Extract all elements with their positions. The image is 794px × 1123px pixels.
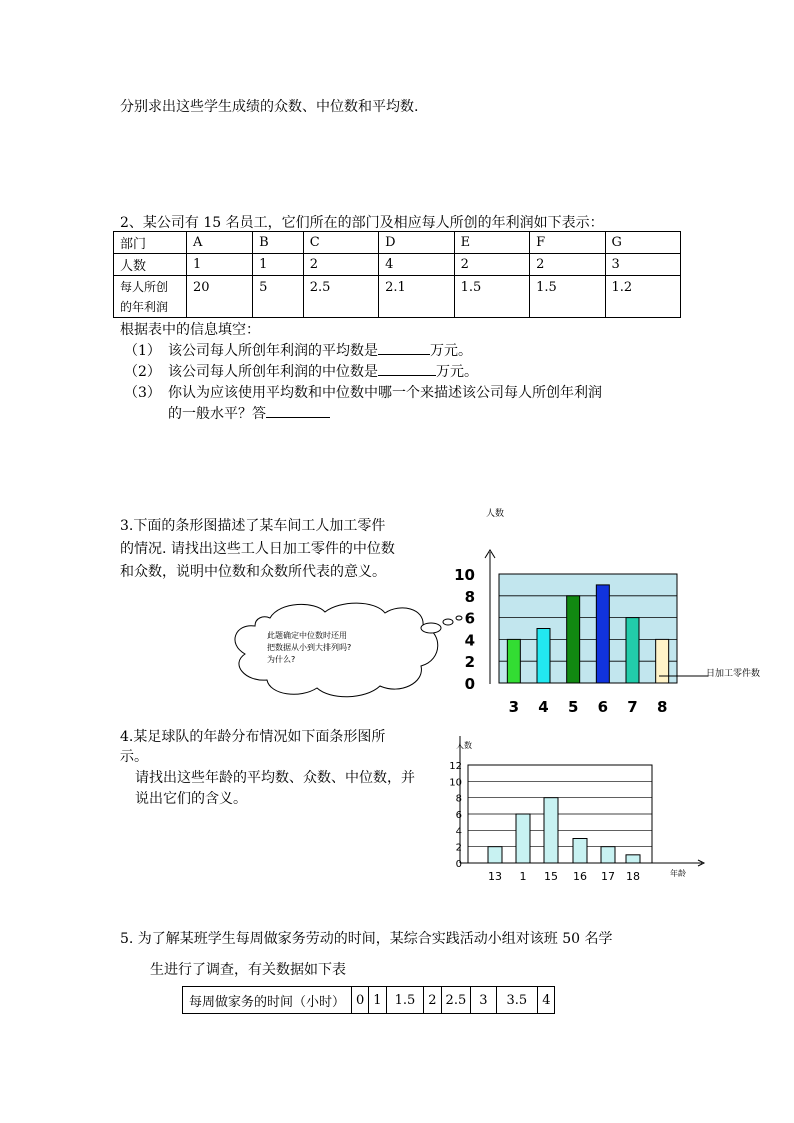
table-cell: 4 [379, 254, 454, 276]
y-tick-label: 6 [464, 609, 475, 628]
bar [488, 847, 502, 863]
table-cell: 2.1 [379, 276, 454, 318]
q2-item1 [168, 340, 472, 360]
table-cell: 2 [303, 254, 378, 276]
y-tick-label: 0 [464, 675, 475, 693]
table-row [114, 232, 681, 254]
x-tick-label: 6 [597, 698, 609, 716]
table-cell: E [454, 232, 529, 254]
y-tick-label: 12 [449, 761, 462, 772]
q2-item2-text: 该公司每人所创年利润的中位数是 [168, 364, 378, 380]
x-tick-label: 15 [544, 870, 558, 883]
y-tick-label: 2 [455, 842, 462, 854]
q2-item3-answer-label: 的一般水平？答 [168, 406, 266, 422]
table-cell: C [303, 232, 378, 254]
table-row [114, 254, 681, 276]
q2-table [113, 231, 681, 318]
table-cell: F [530, 232, 605, 254]
table-cell: 2 [424, 987, 441, 1014]
bar [537, 629, 550, 684]
y-axis-label: 人数 [456, 741, 472, 750]
q2-item2-num: （2） [124, 364, 161, 380]
table-cell: 3 [471, 987, 496, 1014]
table-cell: 3 [605, 254, 680, 276]
bar [544, 798, 558, 863]
table-cell: 1.5 [530, 276, 605, 318]
bar [516, 814, 530, 863]
answer-blank[interactable] [266, 403, 330, 418]
row-header-line1: 每人所创 [120, 279, 169, 294]
y-tick-label: 4 [455, 826, 462, 838]
bar [507, 639, 520, 683]
y-tick-label: 6 [455, 810, 462, 821]
bar [601, 847, 615, 863]
table-cell: 人数 [114, 254, 187, 276]
q2-item1-unit: 万元。 [430, 343, 472, 359]
q3-line3: 和众数，说明中位数和众数所代表的意义。 [120, 564, 386, 580]
age-bar-chart [430, 728, 730, 888]
table-cell: G [605, 232, 680, 254]
answer-blank[interactable] [378, 361, 436, 376]
table-cell [114, 276, 187, 318]
y-tick-label: 8 [455, 793, 462, 805]
cloud-text-line2: 把数据从小到大排列吗? [267, 643, 352, 652]
q4-line2: 示。 [120, 749, 148, 765]
bar [573, 839, 587, 864]
bar [567, 596, 580, 683]
q4-line3: 请找出这些年龄的平均数、众数、中位数，并 [135, 770, 415, 786]
x-tick-label: 18 [626, 870, 640, 883]
table-cell: 1.5 [386, 987, 424, 1014]
q2-fill-prompt: 根据表中的信息填空： [120, 322, 260, 338]
q3-line1: 3.下面的条形图描述了某车间工人加工零件 [120, 518, 386, 534]
y-axis-label: 人数 [486, 509, 505, 519]
q2-item1-text: 该公司每人所创年利润的平均数是 [168, 343, 378, 359]
x-tick-label: 8 [656, 698, 668, 716]
q5-table [182, 986, 555, 1014]
bar [626, 618, 639, 683]
x-tick-label: 4 [538, 698, 549, 716]
q2-item3-line2 [168, 403, 330, 423]
cloud-text-line1: 此题确定中位数时还用 [267, 631, 347, 640]
q2-item2 [168, 361, 478, 381]
q2-item3-text: 你认为应该使用平均数和中位数中哪一个来描述该公司每人所创年利润 [168, 385, 602, 401]
table-cell: B [253, 232, 304, 254]
x-tick-label: 3 [508, 698, 520, 716]
q1-text: 分别求出这些学生成绩的众数、中位数和平均数. [120, 99, 419, 115]
x-tick-label: 7 [627, 698, 638, 716]
y-tick-label: 0 [455, 859, 462, 870]
q4-line4: 说出它们的含义。 [135, 791, 247, 807]
y-tick-label: 10 [449, 777, 462, 789]
q2-item1-num: （1） [124, 343, 161, 359]
table-cell: 2.5 [441, 987, 471, 1014]
x-axis-label: 年龄 [670, 869, 686, 878]
table-cell: 部门 [114, 232, 187, 254]
cloud-text-line3: 为什么? [267, 655, 296, 664]
table-cell: 1.2 [605, 276, 680, 318]
table-cell: 3.5 [496, 987, 538, 1014]
x-tick-label: 13 [488, 870, 502, 883]
table-cell: 5 [253, 276, 304, 318]
x-tick-label: 16 [573, 870, 587, 883]
x-axis-label: 日加工零件数 [706, 669, 761, 679]
table-cell: 1 [187, 254, 253, 276]
x-tick-label: 1 [519, 870, 527, 883]
parts-bar-chart [440, 500, 765, 725]
table-cell: 4 [538, 987, 555, 1014]
table-cell: 1.5 [454, 276, 529, 318]
answer-blank[interactable] [378, 340, 430, 355]
table-cell: 0 [352, 987, 369, 1014]
table-cell: 2.5 [303, 276, 378, 318]
cloud-bubble [421, 623, 441, 633]
q2-item3-num: （3） [124, 385, 161, 401]
table-cell: 每周做家务的时间（小时） [183, 987, 352, 1014]
plot-area [499, 574, 677, 683]
table-cell: 20 [187, 276, 253, 318]
y-tick-label: 10 [454, 566, 475, 584]
q2-intro: 2、某公司有 15 名员工，它们所在的部门及相应每人所创的年利润如下表示： [120, 215, 604, 231]
table-cell: 1 [253, 254, 304, 276]
table-cell: 2 [454, 254, 529, 276]
bar [626, 855, 640, 863]
y-tick-label: 2 [464, 653, 475, 672]
q4-line1: 4.某足球队的年龄分布情况如下面条形图所 [120, 729, 386, 745]
table-row [183, 987, 555, 1014]
table-cell: A [187, 232, 253, 254]
table-cell: D [379, 232, 454, 254]
table-row [114, 276, 681, 318]
x-tick-label: 17 [601, 870, 615, 883]
bar [596, 585, 609, 683]
y-tick-label: 4 [464, 631, 475, 650]
q5-line1: 5. 为了解某班学生每周做家务劳动的时间，某综合实践活动小组对该班 50 名学 [120, 931, 613, 947]
q2-item2-unit: 万元。 [436, 364, 478, 380]
table-cell: 1 [369, 987, 386, 1014]
table-cell: 2 [530, 254, 605, 276]
x-tick-label: 5 [567, 698, 579, 716]
y-tick-label: 8 [464, 587, 475, 606]
q5-line2: 生进行了调查，有关数据如下表 [150, 962, 346, 978]
q3-line2: 的情况. 请找出这些工人日加工零件的中位数 [120, 541, 395, 557]
row-header-line2: 的年利润 [120, 299, 169, 314]
